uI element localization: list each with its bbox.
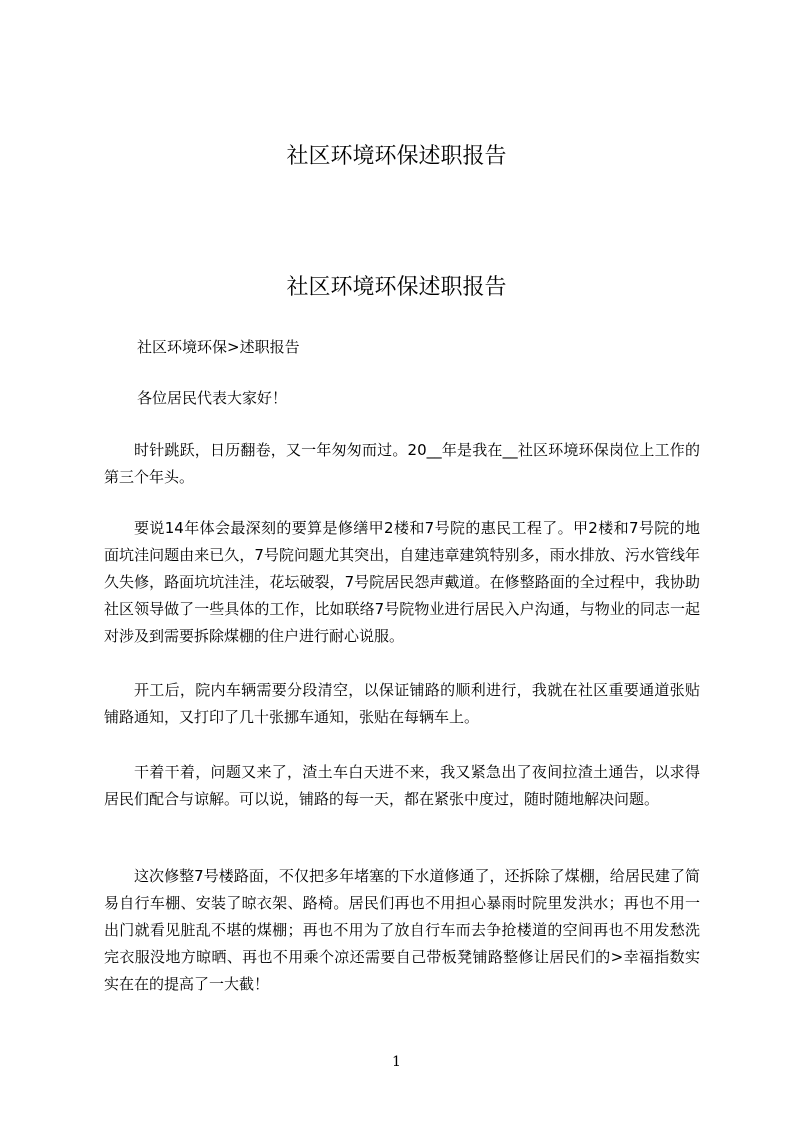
report-title: 社区环境环保述职报告 [286,275,507,300]
cover-title: 社区环境环保述职报告 [286,144,507,169]
body-paragraph-3: 开工后，院内车辆需要分段清空，以保证铺路的顺利进行，我就在社区重要通道张贴铺路通知，又打印了几十张挪车通知，张贴在每辆车上。 [104,681,700,726]
body-paragraph-2: 要说14年体会最深刻的要算是修缮甲2楼和7号院的惠民工程了。甲2楼和7号院的地面坑洼问题由来已久，7号院问题尤其突出，自建违章建筑特别多，雨水排放、污水管线年久失修，路面坑坑洼洼，花坛破裂，7号院居民怨声戴道。在修整路面的全过程中，我协助社区领导做了一些具体的工作，比如联络7号院物业进行居民入户沟通，与物业的同志一起对涉及到需要拆除煤棚的住户进行耐心说服。 [104,519,700,645]
body-paragraph-5: 这次修整7号楼路面，不仅把多年堵塞的下水道修通了，还拆除了煤棚，给居民建了简易自行车棚、安装了晾衣架、路椅。居民们再也不用担心暴雨时院里发洪水；再也不用一出门就看见脏乱不堪的煤棚；再也不用为了放自行车而去争抢楼道的空间再也不用发愁洗完衣服没地方晾晒、再也不用乘个凉还需要自己带板凳铺路整修让居民们的>幸福指数实实在在的提高了一大截！ [104,867,700,993]
greeting-line: 各位居民代表大家好！ [137,389,288,407]
subtitle-line: 社区环境环保>述职报告 [137,338,300,356]
body-paragraph-4: 干着干着，问题又来了，渣土车白天进不来，我又紧急出了夜间拉渣土通告，以求得居民们配合与谅解。可以说，铺路的每一天，都在紧张中度过，随时随地解决问题。 [104,763,700,808]
page-number: 1 [392,1054,401,1070]
body-paragraph-1: 时针跳跃，日历翻卷，又一年匆匆而过。20__年是我在__社区环境环保岗位上工作的第三个年头。 [104,441,700,486]
